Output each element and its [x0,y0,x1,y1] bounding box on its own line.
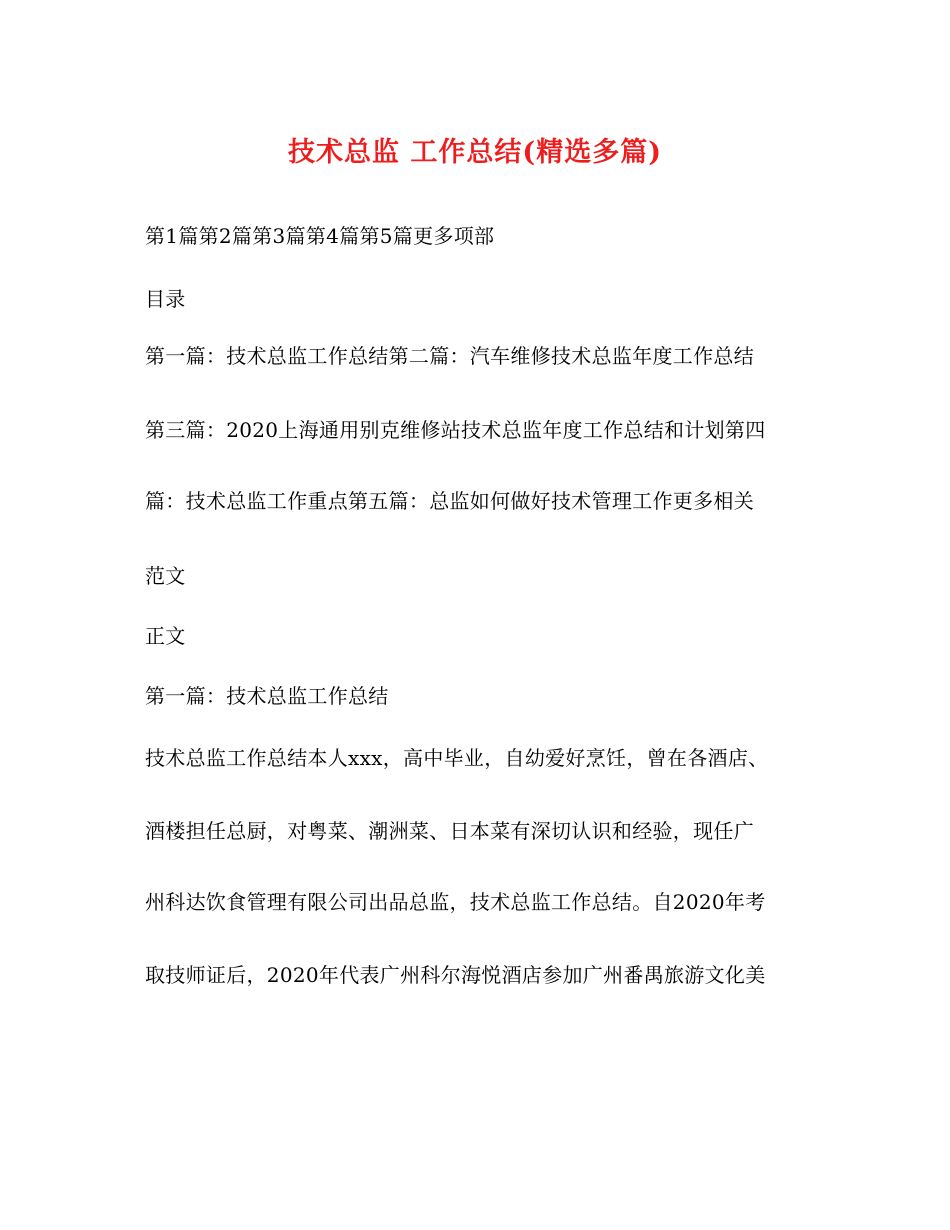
document-title: 技术总监 工作总结(精选多篇) [288,137,662,168]
article-nav[interactable]: 第1篇第2篇第3篇第4篇第5篇更多项部 [145,224,495,248]
toc-heading: 目录 [145,287,186,311]
body-heading: 正文 [145,624,186,648]
toc-line: 篇：技术总监工作重点第五篇：总监如何做好技术管理工作更多相关 [145,489,754,513]
paragraph-line: 技术总监工作总结本人xxx，高中毕业，自幼爱好烹饪，曾在各酒店、 [145,746,769,770]
paragraph-line: 取技师证后，2020年代表广州科尔海悦酒店参加广州番禺旅游文化美 [145,963,766,987]
section-heading: 第一篇：技术总监工作总结 [145,684,389,708]
toc-line: 范文 [145,564,186,588]
paragraph-line: 酒楼担任总厨，对粤菜、潮洲菜、日本菜有深切认识和经验，现任广 [145,819,754,843]
toc-line: 第一篇：技术总监工作总结第二篇：汽车维修技术总监年度工作总结 [145,344,754,368]
toc-line: 第三篇：2020上海通用别克维修站技术总监年度工作总结和计划第四 [145,418,766,442]
paragraph-line: 州科达饮食管理有限公司出品总监，技术总监工作总结。自2020年考 [145,890,766,914]
